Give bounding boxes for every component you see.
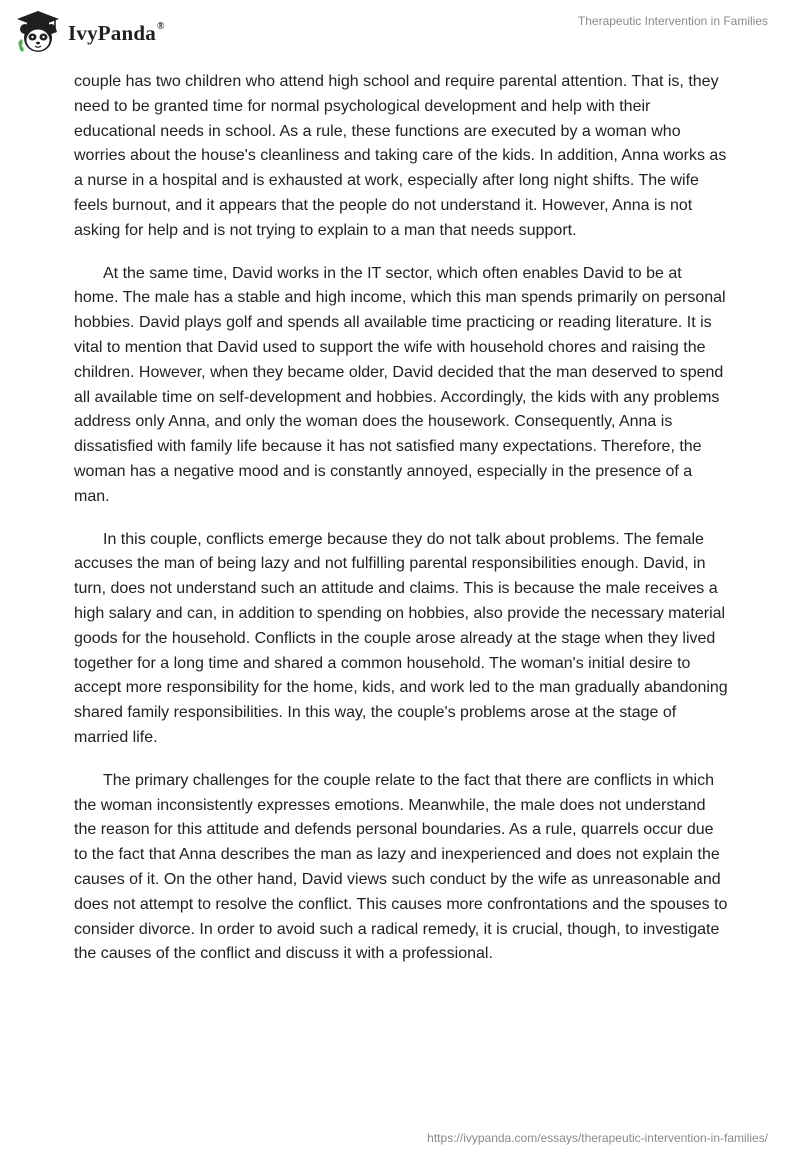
page-header (0, 0, 800, 70)
source-url[interactable]: https://ivypanda.com/essays/therapeutic-intervention-in-families/ (427, 1131, 768, 1145)
paragraph-2: At the same time, David works in the IT sector, which often enables David to be at home. The male has a stable and high income, which this man spends primarily on personal hobbies. David plays golf and spends all available time practicing or reading literature. It is vital to mention that David used to support the wife with household chores and raising the children. However, when they became older, David decided that the man deserved to spend all available time on self-development and hobbies. Accordingly, the kids with any problems address only Anna, and only the woman does the housework. Consequently, Anna is dissatisfied with family life because it has not satisfied many expectations. Therefore, the woman has a negative mood and is constantly annoyed, especially in the presence of a man. (74, 264, 726, 505)
document-title: Therapeutic Intervention in Families (577, 14, 768, 28)
ivypanda-logo[interactable] (14, 8, 165, 56)
paragraph-4: The primary challenges for the couple relate to the fact that there are conflicts in which the woman inconsistently expresses emotions. Meanwhile, the male does not understand the reason for this attitude and defends personal boundaries. As a rule, quarrels occur due to the fact that Anna describes the man as lazy and inexperienced and does not explain the causes of it. On the other hand, David views such conduct by the wife as unreasonable and does not attempt to resolve the conflict. This causes more confrontations and the spouses to consider divorce. In order to avoid such a radical remedy, it is crucial, though, to investigate the causes of the conflict and discuss it with a professional. (74, 771, 728, 963)
essay-body (74, 70, 730, 985)
panda-graduate-icon (14, 8, 62, 56)
brand-name (68, 21, 165, 46)
brand-name-text: IvyPanda (68, 20, 156, 45)
registered-mark: ® (156, 20, 165, 32)
paragraph-1: couple has two children who attend high school and require parental attention. That is, they need to be granted time for normal psychological development and help with their educational needs in school. As a rule, these functions are executed by a woman who worries about the house's cleanliness and taking care of the kids. In addition, Anna works as a nurse in a hospital and is exhausted at work, especially after long night shifts. The wife feels burnout, and it appears that the people do not understand it. However, Anna is not asking for help and is not trying to explain to a man that needs support. (74, 73, 727, 239)
paragraph-3: In this couple, conflicts emerge because they do not talk about problems. The female accuses the man of being lazy and not fulfilling parental responsibilities enough. David, in turn, does not understand such an attitude and claims. This is because the male receives a high salary and can, in addition to spending on hobbies, also provide the necessary material goods for the household. Conflicts in the couple arose already at the stage when they lived together for a long time and shared a common household. The woman's initial desire to accept more responsibility for the home, kids, and work led to the man gradually abandoning shared family responsibilities. In this way, the couple's problems arose at the stage of married life. (74, 530, 728, 746)
